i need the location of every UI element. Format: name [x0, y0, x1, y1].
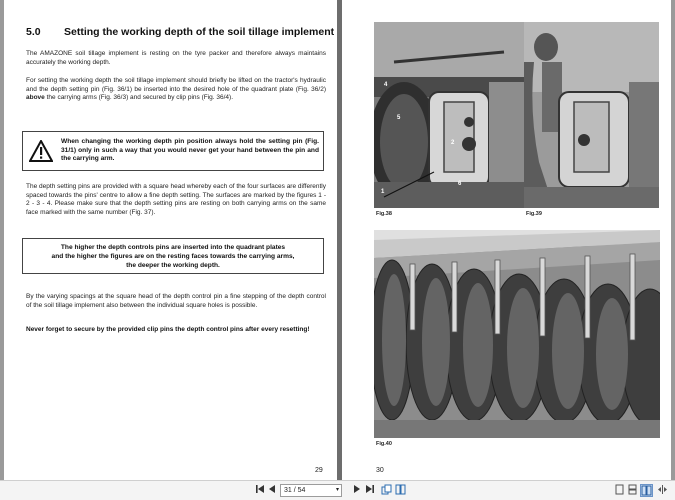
continuous-view-icon[interactable] — [627, 484, 638, 497]
paragraph-setting-part1: For setting the working depth the soil tillage implement should briefly be lifted on the tractor's hydraulic and the depth setting pin (Fig. 36/1) be inserted into the desired hole of the quadrant plate (Fig. 36/2) — [26, 77, 326, 93]
note-box — [22, 238, 324, 274]
fig38-caption: Fig.38 — [376, 211, 392, 217]
page-30 — [342, 0, 671, 480]
note-line-1: The higher the depth controls pins are inserted into the quadrant plates — [60, 244, 286, 251]
fig38-photo — [374, 22, 524, 208]
callout-2: 2 — [451, 140, 455, 146]
paragraph-setting-emphasis: above — [26, 94, 45, 102]
fig39-caption: Fig.39 — [526, 211, 542, 217]
compare-icon[interactable] — [394, 484, 406, 497]
fit-width-icon[interactable] — [656, 484, 668, 497]
note-line-2: and the higher the figures are on the resting faces towards the carrying arms, — [51, 252, 295, 260]
fig40-photo — [374, 230, 660, 438]
warning-text: When changing the working depth pin position always hold the setting pin (Fig. 31/1) only in such a way that you would never get your hand between the pin and the carrying arm. — [61, 138, 319, 163]
callout-5: 5 — [397, 115, 401, 121]
page-number-left: 29 — [315, 467, 323, 474]
callout-4: 4 — [384, 82, 388, 88]
previous-page-icon[interactable] — [267, 484, 277, 497]
viewer-toolbar — [0, 480, 675, 500]
page-number-right: 30 — [376, 467, 384, 474]
callout-1: 1 — [381, 189, 385, 195]
paragraph-setting-part2: the carrying arms (Fig. 36/3) and secured by clip pins (Fig. 36/4). — [44, 94, 234, 102]
section-number: 5.0 — [26, 26, 41, 38]
paragraph-intro: The AMAZONE soil tillage implement is resting on the tyre packer and therefore always maintains accurately the working depth. — [26, 50, 326, 66]
warning-triangle-icon — [29, 140, 53, 162]
page-number-field[interactable] — [280, 484, 342, 497]
section-heading — [26, 26, 335, 38]
page-indicator: 31 / 54 — [284, 487, 306, 494]
paragraph-secure-warning: Never forget to secure by the provided clip pins the depth control pins after every resetting! — [26, 326, 310, 333]
paragraph-depth-pins: The depth setting pins are provided with a square head whereby each of the four surfaces are differently spaced towards the pins' centre to allow a fine depth setting. The surfaces are marked by the figures 1 - 2 - 3 - 4. Please make sure that the depth setting pins are resting on both carrying arms on the same face marked with the same number (Fig. 37). — [26, 183, 326, 217]
callout-6: 6 — [458, 181, 462, 187]
next-page-icon[interactable] — [352, 484, 362, 497]
copy-icon[interactable] — [380, 484, 392, 497]
last-page-icon[interactable] — [364, 484, 376, 497]
section-title: Setting the working depth of the soil tillage implement — [64, 26, 335, 38]
two-page-view-icon[interactable] — [640, 484, 653, 497]
warning-box — [22, 131, 324, 171]
fig40-caption: Fig.40 — [376, 441, 392, 447]
single-page-view-icon[interactable] — [614, 484, 625, 497]
paragraph-setting — [26, 77, 326, 103]
chevron-down-icon[interactable]: ▾ — [335, 487, 339, 493]
page-29 — [4, 0, 337, 480]
note-line-3: the deeper the working depth. — [126, 261, 220, 269]
first-page-icon[interactable] — [254, 484, 266, 497]
paragraph-fine-stepping: By the varying spacings at the square head of the depth control pin a fine stepping of the depth control of the soil tillage implement also between the individual square holes is possible. — [26, 293, 326, 309]
fig39-photo — [524, 22, 659, 208]
